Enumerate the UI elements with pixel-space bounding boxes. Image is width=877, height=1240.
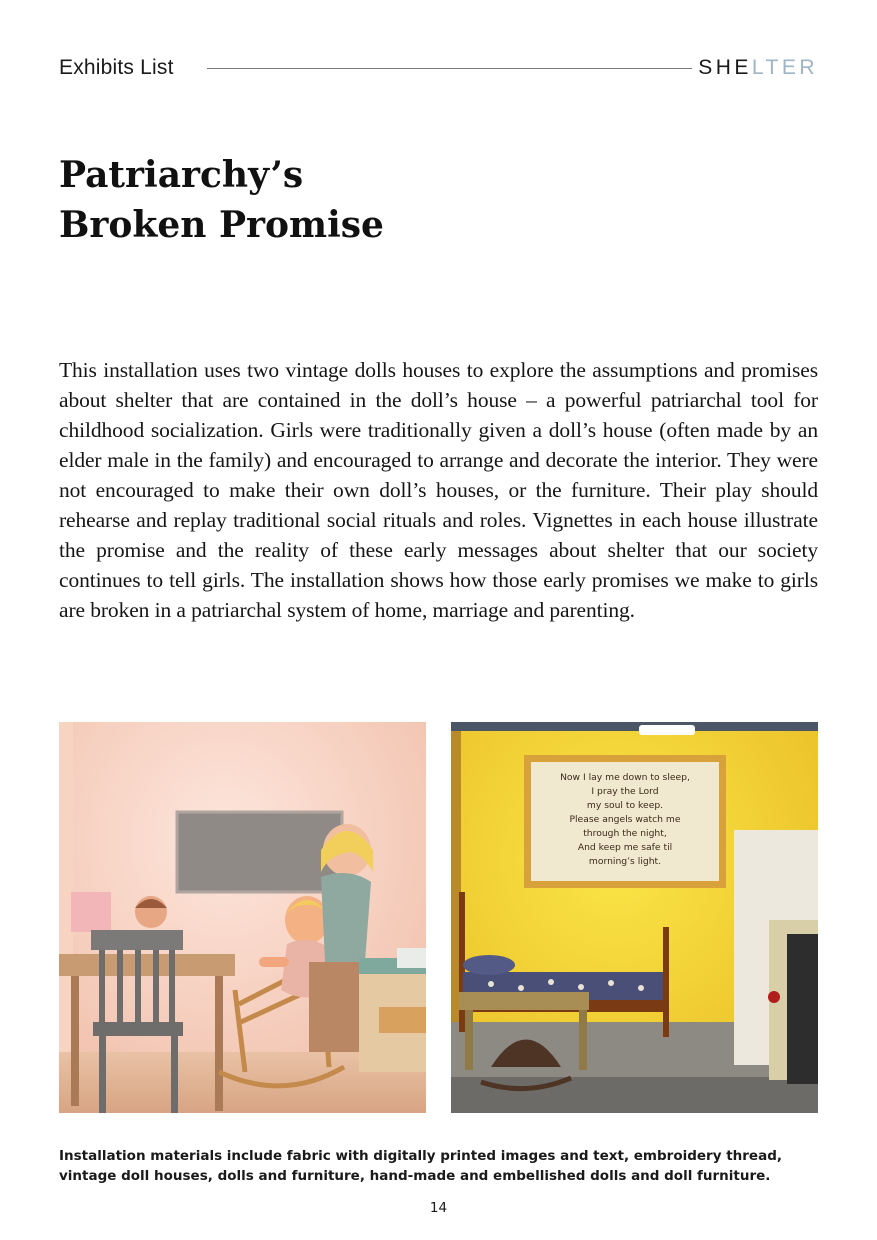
sampler-line: Please angels watch me (569, 814, 681, 825)
header-rule (207, 68, 692, 69)
page-number: 14 (429, 1200, 448, 1216)
photo-dollhouse-kitchen (59, 722, 426, 1113)
sampler-line: And keep me safe til (577, 842, 673, 853)
brand-part-dark: SHE (698, 56, 752, 79)
photo-dollhouse-bedroom (451, 722, 818, 1113)
page-header (59, 54, 818, 86)
title-line-1: Patriarchy’s (59, 154, 304, 196)
sampler-line: I pray the Lord (591, 786, 659, 797)
page-title (59, 150, 659, 250)
sampler-line: my soul to keep. (586, 800, 664, 811)
sampler-line: Now I lay me down to sleep, (560, 772, 690, 783)
brand-logo (698, 56, 818, 80)
title-line-2: Broken Promise (59, 204, 384, 246)
sampler-line: morning’s light. (588, 856, 662, 867)
photo-caption: Installation materials include fabric with digitally printed images and text, embroidery thread, vintage doll houses, dolls and furniture, hand-made and embellished dolls and doll furniture. (59, 1148, 782, 1184)
brand-part-light: LTER (751, 56, 818, 79)
sampler-line: through the night, (583, 828, 667, 839)
body-paragraph: This installation uses two vintage dolls houses to explore the assumptions and promises about shelter that are contained in the doll’s house – a powerful patriarchal tool for childhood socialization. Girls were traditionally given a doll’s house (often made by an elder male in the family) and encouraged to arrange and decorate the interior. They were not encouraged to make their own doll’s houses, or the furniture. Their play should rehearse and replay traditional social rituals and roles. Vignettes in each house illustrate the promise and the reality of these early messages about shelter that our society continues to tell girls. The installation shows how those early promises we make to girls are broken in a patriarchal system of home, marriage and parenting. (59, 358, 818, 622)
section-label: Exhibits List (59, 56, 174, 79)
